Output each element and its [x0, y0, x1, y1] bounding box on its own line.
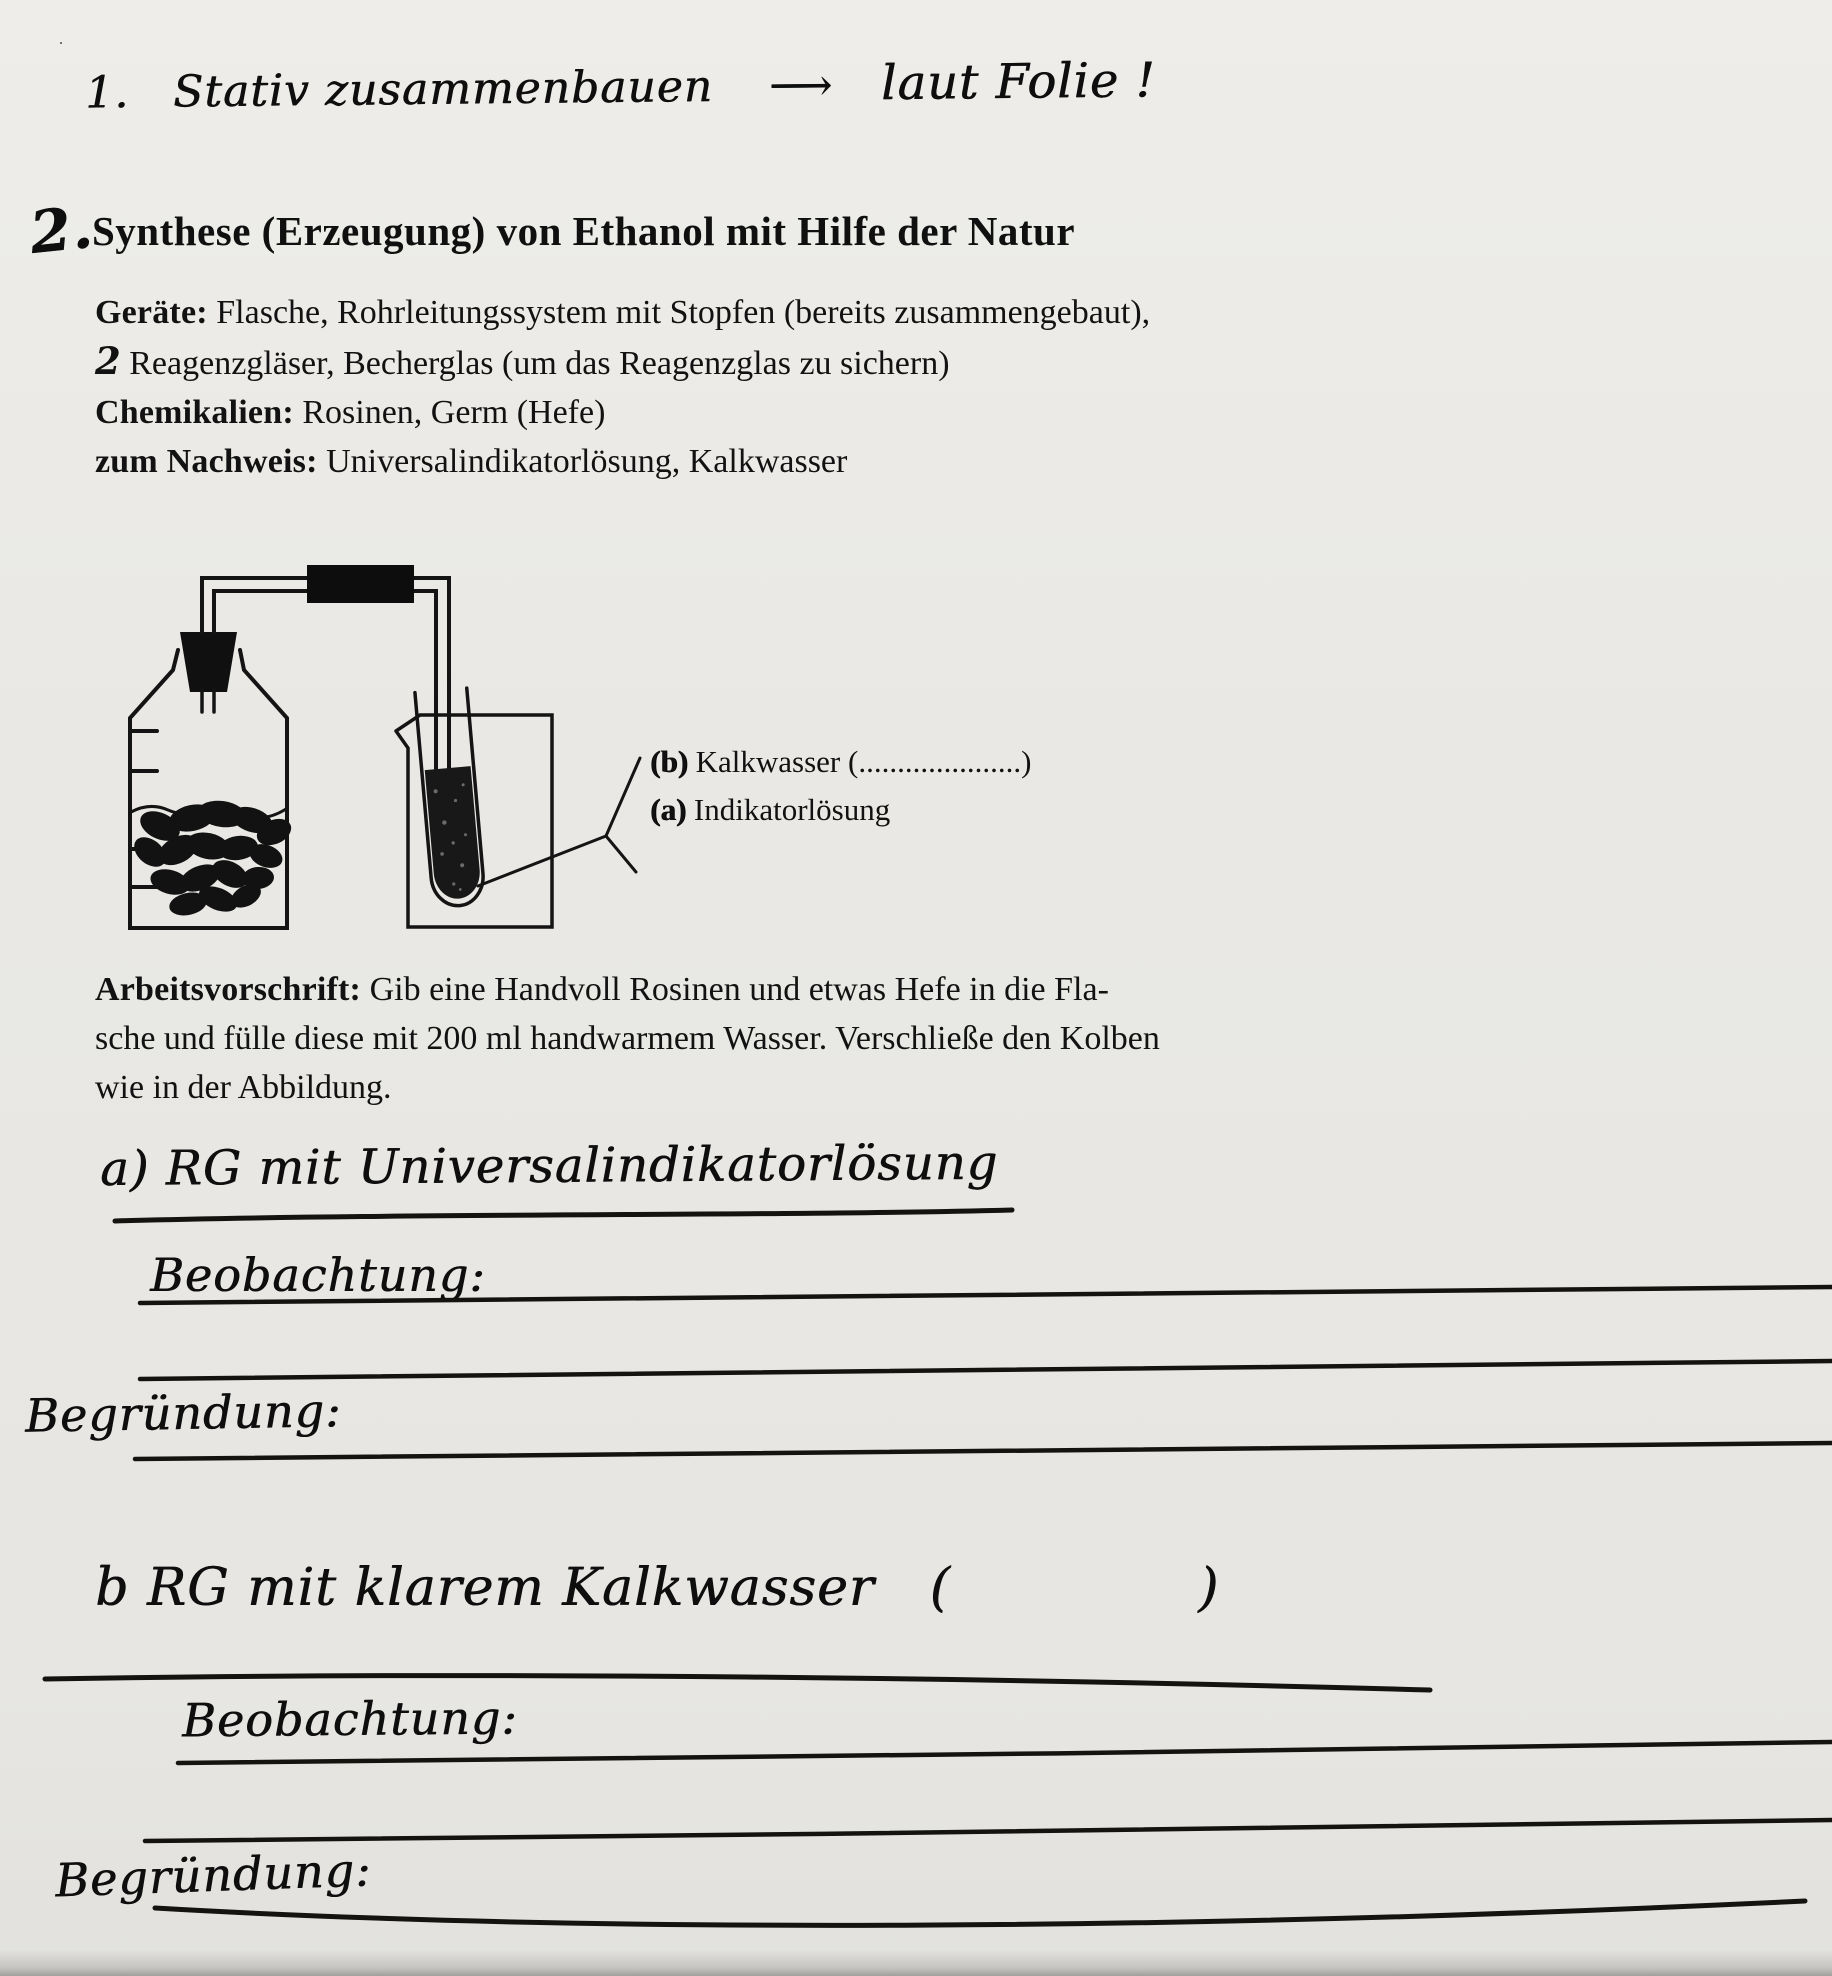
- note-number: 1.: [84, 67, 130, 119]
- label-b-letter: (b): [650, 744, 688, 779]
- section-b-header: [95, 1558, 1219, 1618]
- instructions-line1-text: Gib eine Handvoll Rosinen und etwas Hefe in die Fla-: [369, 971, 1109, 1008]
- section-a-beobachtung-label: Beobachtung:: [150, 1248, 486, 1302]
- test-tube-liquid: [425, 766, 482, 901]
- section-b-paren-close: ): [1197, 1558, 1220, 1618]
- write-line: [145, 1820, 1832, 1841]
- write-line: [115, 1210, 1012, 1221]
- section-b-header-text: b RG mit klarem Kalkwasser: [95, 1558, 875, 1618]
- note-suffix: laut Folie !: [880, 52, 1156, 112]
- scan-edge-shadow: [0, 1950, 1832, 1976]
- instructions-line2: sche und fülle diese mit 200 ml handwarmem Wasser. Verschließe den Kolben: [95, 1020, 1160, 1057]
- nachweis-text: Universalindikatorlösung, Kalkwasser: [326, 443, 848, 480]
- tube-connector: [307, 565, 414, 603]
- label-b-text: Kalkwasser (.....................): [695, 744, 1032, 779]
- geraete-text: Flasche, Rohrleitungssystem mit Stopfen (bereits zusammengebaut),: [216, 294, 1151, 331]
- write-line: [45, 1676, 1430, 1690]
- instructions-line3: wie in der Abbildung.: [95, 1069, 392, 1106]
- section-title: Synthese (Erzeugung) von Ethanol mit Hilfe der Natur: [92, 208, 1076, 254]
- reagenzglaeser-text: Reagenzgläser, Becherglas (um das Reagenzglas zu sichern): [129, 345, 950, 382]
- nachweis-label: zum Nachweis:: [95, 443, 318, 480]
- section-b-beobachtung-label: Beobachtung:: [181, 1690, 518, 1748]
- chemikalien-label: Chemikalien:: [95, 394, 294, 431]
- arrow-icon: ⟶: [768, 59, 834, 112]
- section-b-paren-open: (: [929, 1558, 951, 1618]
- note-text: Stativ zusammenbauen: [172, 61, 714, 118]
- label-a-text: Indikatorlösung: [693, 792, 891, 827]
- instructions-block: [95, 965, 1515, 1112]
- write-line: [135, 1443, 1832, 1459]
- instructions-label: Arbeitsvorschrift:: [95, 971, 362, 1008]
- gas-tube: [202, 565, 449, 775]
- fermentation-flask: [128, 632, 295, 928]
- section-a-header: a) RG mit Universalindikatorlösung: [99, 1134, 999, 1198]
- label-indikatorloesung: [650, 792, 890, 828]
- section-a-begruendung-label: Begründung:: [24, 1383, 342, 1443]
- chemikalien-text: Rosinen, Germ (Hefe): [302, 394, 606, 431]
- label-kalkwasser: [650, 744, 1031, 780]
- geraete-label: Geräte:: [95, 294, 208, 331]
- section-number: 2.: [26, 192, 96, 268]
- section-b-begruendung-label: Begründung:: [54, 1842, 373, 1908]
- label-a-letter: (a): [650, 792, 687, 827]
- stopper: [180, 632, 237, 692]
- reagenzglaeser-count: 2: [95, 339, 121, 383]
- write-line: [140, 1361, 1832, 1379]
- write-line: [155, 1901, 1805, 1925]
- leader-line: [478, 758, 640, 886]
- instructions-line1: [95, 965, 1515, 1014]
